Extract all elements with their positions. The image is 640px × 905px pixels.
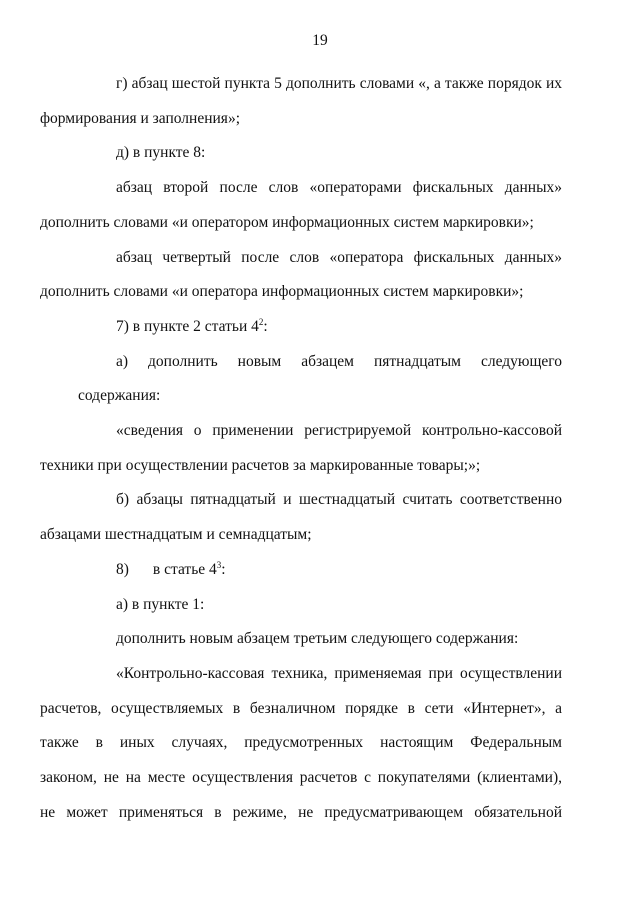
- paragraph-fourth: [40, 241, 562, 310]
- paragraph-add-third: [78, 622, 562, 657]
- text-line: г) абзац шестой пункта 5 дополнить словами «, а также порядок их: [116, 75, 562, 92]
- text-line: абзац четвертый после слов «оператора фискальных данных»: [116, 248, 562, 266]
- text-line: «Контрольно-кассовая техника, применяемая при осуществлении: [116, 664, 562, 682]
- text-line: законом, не на месте осуществления расчетов с покупателями (клиентами),: [40, 769, 562, 787]
- text-line: абзацами шестнадцатым и семнадцатым;: [40, 526, 312, 544]
- item-8-suffix: :: [221, 560, 226, 578]
- text-line: расчетов, осуществляемых в безналичном порядке в сети «Интернет», а: [40, 699, 562, 717]
- text-line: абзац второй после слов «операторами фискальных данных»: [116, 179, 562, 197]
- text-line: «сведения о применении регистрируемой контрольно-кассовой: [116, 422, 562, 440]
- paragraph-quote-2: [40, 657, 562, 831]
- text-line: [78, 310, 562, 345]
- text-line: а) дополнить новым абзацем пятнадцатым следующего содержания:: [78, 352, 562, 405]
- document-body: [40, 67, 562, 830]
- item-7-suffix: :: [263, 317, 268, 335]
- paragraph-7a: [78, 345, 562, 414]
- item-7-prefix: 7) в пункте 2 статьи 4: [116, 317, 259, 335]
- text-line: также в иных случаях, предусмотренных настоящим Федеральным: [40, 734, 562, 752]
- paragraph-second: [40, 171, 562, 240]
- paragraph-7b: [40, 483, 562, 552]
- text-line: формирования и заполнения»;: [40, 109, 240, 127]
- paragraph-d: [78, 136, 562, 171]
- text-line: дополнить словами «и оператором информационных систем маркировки»;: [40, 213, 534, 231]
- text-line: дополнить новым абзацем третьим следующего содержания:: [116, 630, 519, 648]
- paragraph-quote-1: [40, 414, 562, 483]
- item-8-superscript: 3: [216, 559, 222, 570]
- item-7-heading: [78, 310, 562, 345]
- text-line: д) в пункте 8:: [116, 144, 206, 162]
- text-line: а) в пункте 1:: [116, 595, 205, 613]
- text-line: не может применяться в режиме, не предусматривающем обязательной: [40, 803, 562, 821]
- item-8-prefix: в статье 4: [152, 560, 217, 578]
- item-8-number: 8): [116, 560, 129, 578]
- paragraph-g: [40, 67, 562, 136]
- text-line: техники при осуществлении расчетов за маркированные товары;»;: [40, 456, 481, 474]
- page-number: 19: [312, 32, 328, 49]
- text-line: б) абзацы пятнадцатый и шестнадцатый считать соответственно: [116, 491, 562, 509]
- text-line: дополнить словами «и оператора информационных систем маркировки»;: [40, 283, 524, 301]
- item-8-heading: [78, 553, 562, 588]
- paragraph-8a: [78, 588, 562, 623]
- text-line: [78, 553, 562, 588]
- item-7-superscript: 2: [258, 316, 264, 327]
